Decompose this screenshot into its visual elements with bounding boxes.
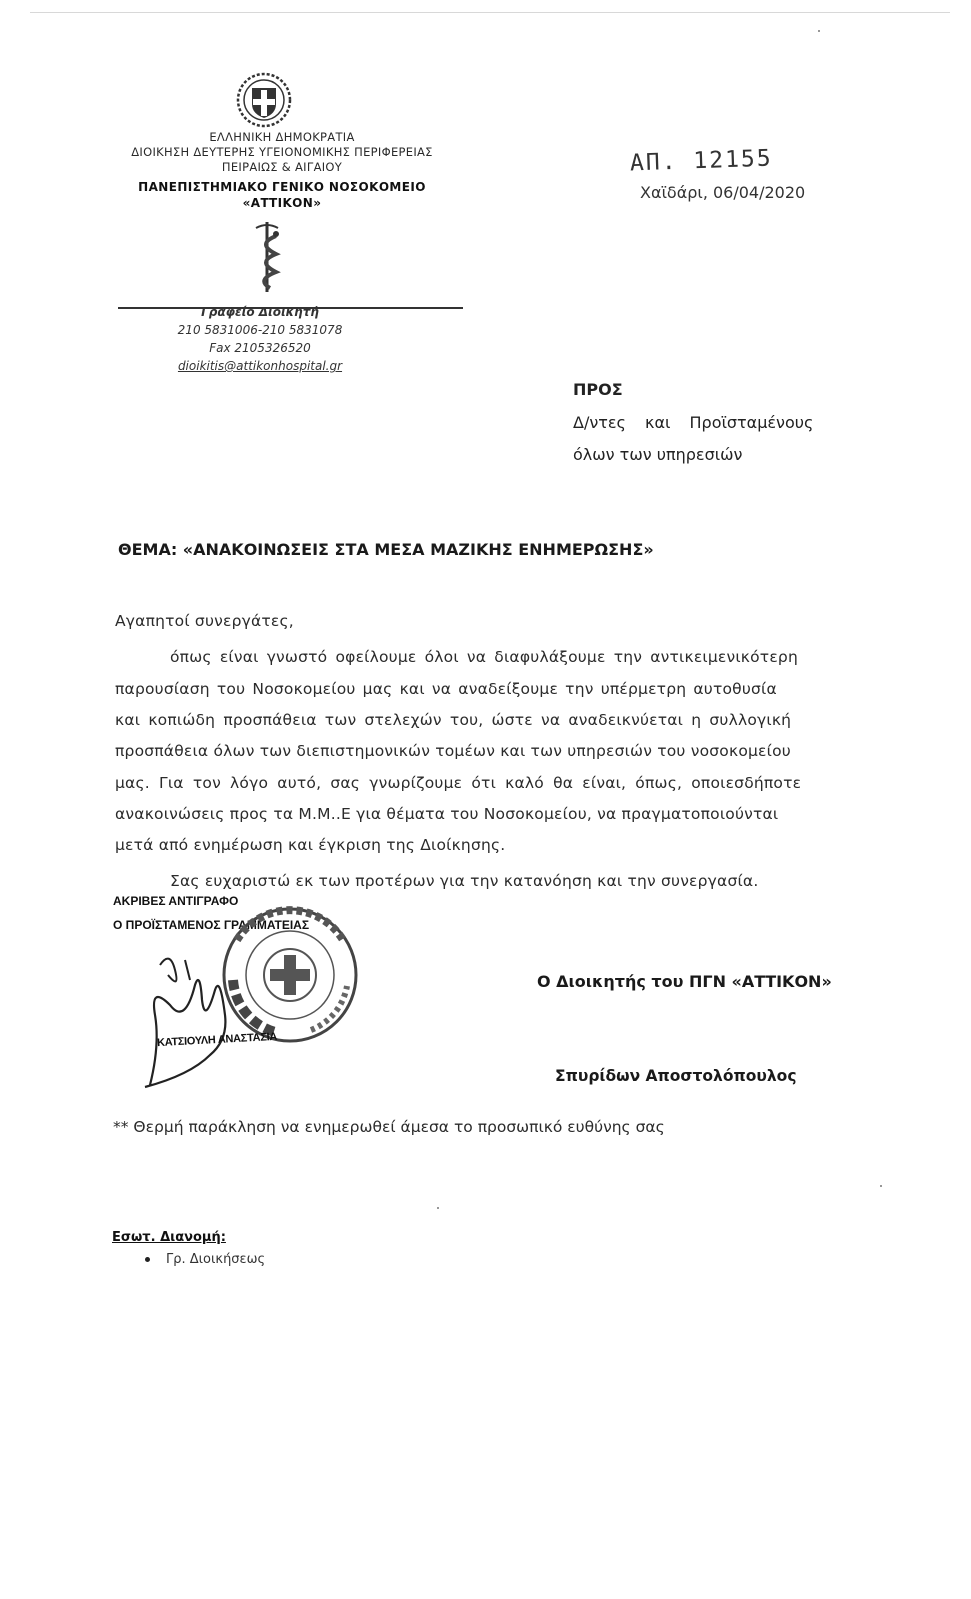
header-region-name: ΠΕΙΡΑΙΩΣ & ΑΙΓΑΙΟΥ <box>221 160 343 174</box>
distribution-item-label: Γρ. Διοικήσεως <box>166 1252 266 1267</box>
office-title: Γραφείο Διοικητή <box>201 305 319 319</box>
header-hospital-name-2: «ΑΤΤΙΚΟΝ» <box>242 196 322 210</box>
secretariat-head-label: Ο ΠΡΟΪΣΤΑΜΕΝΟΣ ΓΡΑΜΜΑΤΕΙΑΣ <box>113 918 310 932</box>
signatory-title: Ο Διοικητής του ΠΓΝ «ΑΤΤΙΚΟΝ» <box>537 972 832 991</box>
name-stamp: ΚΑΤΣΙΟΥΛΗ ΑΝΑΣΤΑΣΙΑ <box>156 1030 278 1050</box>
postscript-note: ** Θερμή παράκληση να ενημερωθεί άμεσα το προσωπικό ευθύνης σας <box>113 1118 665 1136</box>
greek-coat-of-arms-icon <box>236 72 292 128</box>
signatory-name: Σπυρίδων Αποστολόπουλος <box>555 1067 797 1085</box>
header-health-region: ΔΙΟΙΚΗΣΗ ΔΕΥΤΕΡΗΣ ΥΓΕΙΟΝΟΜΙΚΗΣ ΠΕΡΙΦΕΡΕΙΑΣ <box>131 145 433 159</box>
recipient-line-1: Δ/ντες και Προϊσταμένους <box>573 413 814 432</box>
caduceus-logo-icon <box>248 218 286 296</box>
office-fax: Fax 2105326520 <box>209 341 311 355</box>
scan-speck <box>818 30 820 32</box>
distribution-title: Εσωτ. Διανομή: <box>112 1230 226 1245</box>
document-date: Χαϊδάρι, 06/04/2020 <box>640 183 806 202</box>
scan-speck <box>437 1207 439 1209</box>
recipient-line-2: όλων των υπηρεσιών <box>573 445 743 464</box>
protocol-number: ΑΠ. 12155 <box>629 145 774 177</box>
header-hospital-name: ΠΑΝΕΠΙΣΤΗΜΙΑΚΟ ΓΕΝΙΚΟ ΝΟΣΟΚΟΜΕΙΟ <box>138 180 426 194</box>
office-phones: 210 5831006-210 5831078 <box>177 323 343 337</box>
closing-line: Σας ευχαριστώ εκ των προτέρων για την κατανόηση και την συνεργασία. <box>170 872 759 890</box>
body-line: όπως είναι γνωστό οφείλουμε όλοι να διαφυλάξουμε την αντικειμενικότερη <box>170 648 798 666</box>
handwritten-signature-icon <box>140 945 280 1095</box>
recipient-label: ΠΡΟΣ <box>573 380 623 399</box>
header-country: ΕΛΛΗΝΙΚΗ ΔΗΜΟΚΡΑΤΙΑ <box>209 130 355 144</box>
body-line: και κοπιώδη προσπάθεια των στελεχών του, ώστε να αναδεικνύεται η συλλογική <box>115 711 792 729</box>
subject-line: ΘΕΜΑ: «ΑΝΑΚΟΙΝΩΣΕΙΣ ΣΤΑ ΜΕΣΑ ΜΑΖΙΚΗΣ ΕΝΗΜΕΡΩΣΗΣ» <box>118 540 654 559</box>
certified-copy-label: ΑΚΡΙΒΕΣ ΑΝΤΙΓΡΑΦΟ <box>113 894 239 908</box>
office-email-link[interactable]: dioikitis@attikonhospital.gr <box>177 359 343 373</box>
body-line: ανακοινώσεις προς τα Μ.Μ..Ε για θέματα του Νοσοκομείου, να πραγματοποιούνται <box>115 805 779 823</box>
distribution-item <box>145 1252 265 1267</box>
body-line: μας. Για τον λόγο αυτό, σας γνωρίζουμε ότι καλό θα είναι, όπως, οποιεσδήποτε <box>115 774 802 792</box>
scan-speck <box>880 1185 882 1187</box>
bullet-icon <box>145 1257 150 1262</box>
body-line: προσπάθεια όλων των διεπιστημονικών τομέων και των υπηρεσιών του νοσοκομείου <box>115 742 791 760</box>
body-line: παρουσίαση του Νοσοκομείου μας και να αναδείξουμε την υπέρμετρη αυτοθυσία <box>115 680 777 698</box>
body-line: μετά από ενημέρωση και έγκριση της Διοίκησης. <box>115 836 506 854</box>
scan-edge-line <box>30 12 950 13</box>
greeting: Αγαπητοί συνεργάτες, <box>115 612 294 630</box>
